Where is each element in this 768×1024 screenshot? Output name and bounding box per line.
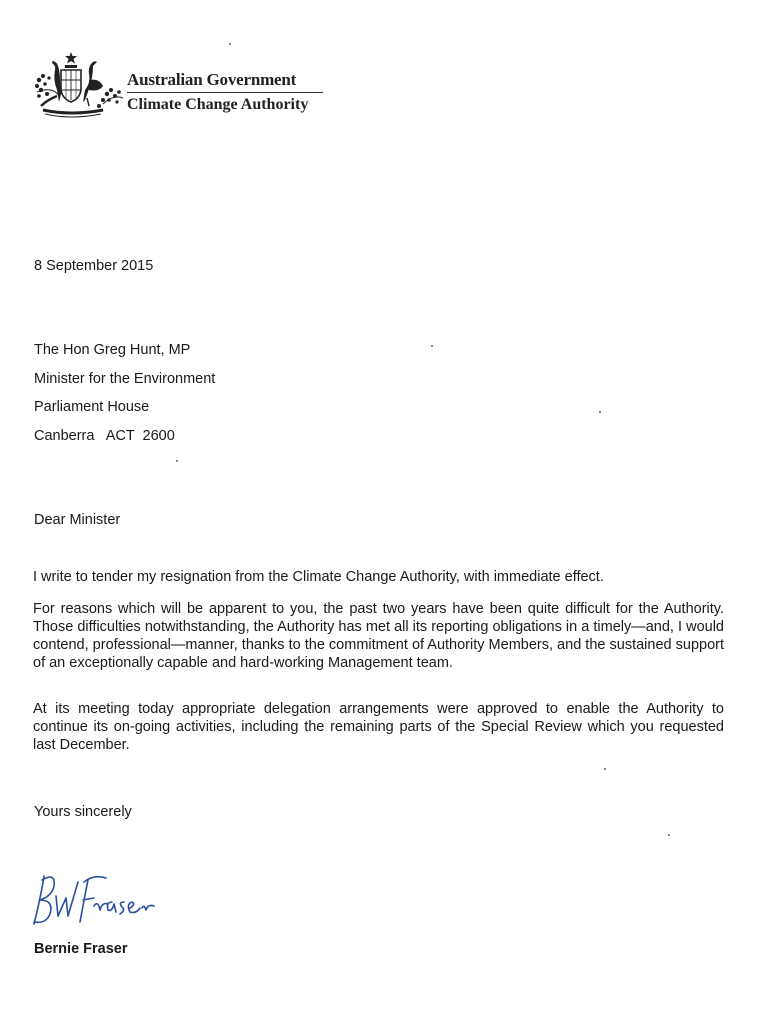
recipient-name: The Hon Greg Hunt, MP bbox=[34, 342, 191, 358]
agency-name: Climate Change Authority bbox=[127, 96, 309, 113]
recipient-address bbox=[34, 341, 215, 455]
body-paragraph-1: I write to tender my resignation from the Climate Change Authority, with immediate effect. bbox=[33, 569, 604, 585]
scan-speck bbox=[604, 768, 606, 770]
letter-date: 8 September 2015 bbox=[34, 258, 154, 274]
coat-of-arms-icon bbox=[33, 50, 125, 120]
scan-speck bbox=[599, 411, 601, 413]
scan-speck bbox=[431, 345, 433, 347]
closing: Yours sincerely bbox=[34, 804, 132, 820]
scan-speck bbox=[176, 460, 178, 462]
salutation: Dear Minister bbox=[34, 512, 121, 528]
scan-speck bbox=[229, 43, 231, 45]
recipient-city: Canberra ACT 2600 bbox=[34, 427, 175, 444]
scan-speck bbox=[668, 834, 670, 836]
body-paragraph-2: For reasons which will be apparent to you, the past two years have been quite difficult for the Authority. Those difficulties notwithstanding, the Authority has met all its reporting obligations in a timely—and, I would contend, professional—manner, thanks to the commitment of Authority Members, and the sustained support of an exceptionally capable and hard-working Management team. bbox=[33, 601, 724, 671]
recipient-title: Minister for the Environment bbox=[34, 370, 216, 387]
signature-image bbox=[28, 866, 158, 936]
government-name: Australian Government bbox=[127, 70, 323, 93]
letterhead bbox=[33, 50, 333, 122]
signatory-name: Bernie Fraser bbox=[34, 941, 128, 957]
body-paragraph-3: At its meeting today appropriate delegation arrangements were approved to enable the Authority to continue its on-going activities, including the remaining parts of the Special Review which you requested last December. bbox=[33, 701, 724, 753]
recipient-building: Parliament House bbox=[34, 399, 150, 415]
letterhead-text bbox=[127, 70, 323, 115]
